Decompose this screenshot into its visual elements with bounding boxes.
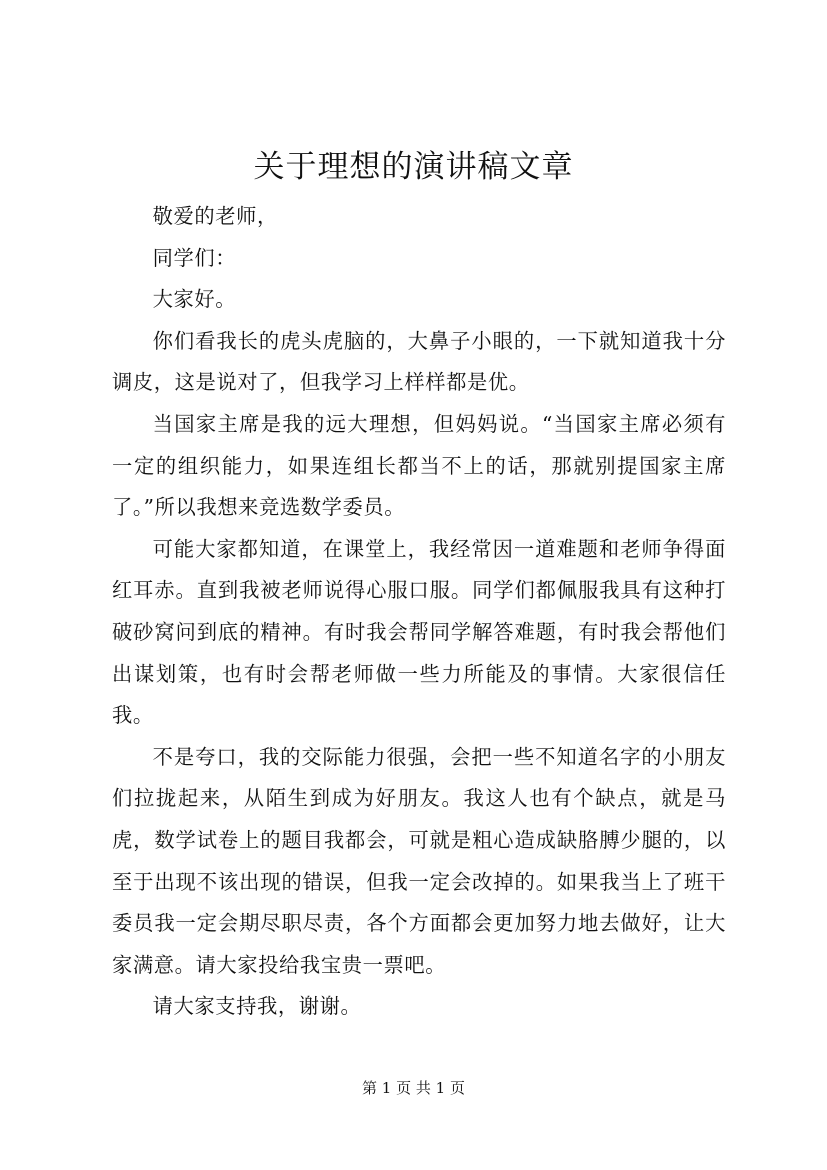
- paragraph-ideal: 当国家主席是我的远大理想，但妈妈说。“当国家主席必须有一定的组织能力，如果连组长都当不上的话，那就别提国家主席了。”所以我想来竞选数学委员。: [112, 411, 726, 520]
- paragraph-self-description: 你们看我长的虎头虎脑的，大鼻子小眼的，一下就知道我十分调皮，这是说对了，但我学习上样样都是优。: [112, 328, 726, 395]
- paragraph-salutation-classmates: 同学们：: [152, 245, 237, 270]
- paragraph-classroom: 可能大家都知道，在课堂上，我经常因一道难题和老师争得面红耳赤。直到我被老师说得心服口服。同学们都佩服我具有这种打破砂窝问到底的精神。有时我会帮同学解答难题，有时我会帮他们出谋划策，也有时会帮老师做一些力所能及的事情。大家很信任我。: [112, 536, 726, 728]
- paragraph-salutation-teachers: 敬爱的老师，: [152, 204, 278, 228]
- page-footer: 第 1 页 共 1 页: [362, 1079, 465, 1097]
- paragraph-closing: 请大家支持我，谢谢。: [152, 994, 362, 1019]
- paragraph-social-skills: 不是夸口，我的交际能力很强，会把一些不知道名字的小朋友们拉拢起来，从陌生到成为好朋友。我这人也有个缺点，就是马虎，数学试卷上的题目我都会，可就是粗心造成缺胳膊少腿的，以至于出现不该出现的错误，但我一定会改掉的。如果我当上了班干委员我一定会期尽职尽责，各个方面都会更加努力地去做好，让大家满意。请大家投给我宝贵一票吧。: [112, 744, 726, 977]
- document-title: 关于理想的演讲稿文章: [253, 149, 574, 185]
- paragraph-greeting: 大家好。: [152, 287, 237, 312]
- document-body: [112, 196, 726, 1028]
